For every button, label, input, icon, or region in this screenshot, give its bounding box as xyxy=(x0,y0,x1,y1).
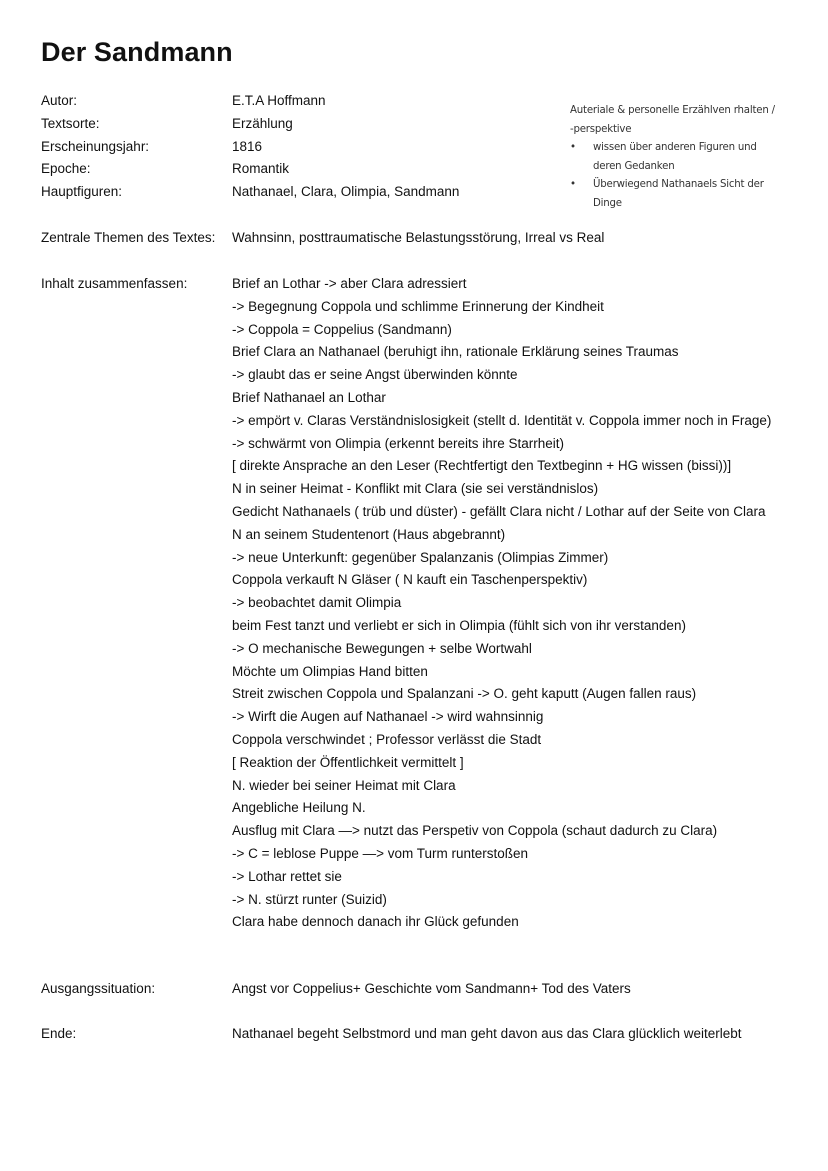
ending-value: Nathanael begeht Selbstmord und man geht davon aus das Clara glücklich weiterlebt xyxy=(232,1026,742,1041)
handwritten-note xyxy=(570,102,780,213)
note-line: -perspektive xyxy=(570,123,632,135)
meta-label: Erscheinungsjahr: xyxy=(41,138,150,154)
summary-line: -> schwärmt von Olimpia (erkennt bereits ihre Starrheit) xyxy=(232,435,564,451)
summary-line: -> Lothar rettet sie xyxy=(232,868,342,884)
summary-line: -> glaubt das er seine Angst überwinden könnte xyxy=(232,367,518,383)
summary-line: beim Fest tanzt und verliebt er sich in Olimpia (fühlt sich von ihr verstanden) xyxy=(232,617,686,633)
summary-line: Gedicht Nathanaels ( trüb und düster) - gefällt Clara nicht / Lothar auf der Seite von Clara xyxy=(232,503,766,519)
summary-line: [ direkte Ansprache an den Leser (Rechtfertigt den Textbeginn + HG wissen (bissi))] xyxy=(232,458,732,474)
meta-row-characters xyxy=(41,181,459,204)
summary-line: Brief an Lothar -> aber Clara adressiert xyxy=(232,276,467,291)
initial-situation-label: Ausgangssituation: xyxy=(41,981,156,996)
note-bullet-text: wissen über anderen Figuren und deren Gedanken xyxy=(593,142,757,172)
summary-line: -> Coppola = Coppelius (Sandmann) xyxy=(232,321,452,337)
meta-value: Erzählung xyxy=(232,115,293,131)
bullet-icon: • xyxy=(570,179,576,190)
meta-row-text-type xyxy=(41,113,459,136)
summary-line: -> beobachtet damit Olimpia xyxy=(232,595,402,611)
summary-line: -> O mechanische Bewegungen + selbe Wortwahl xyxy=(232,640,532,656)
summary-line: N an seinem Studentenort (Haus abgebrannt) xyxy=(232,526,506,542)
summary-line: Möchte um Olimpias Hand bitten xyxy=(232,663,428,679)
ending-section xyxy=(41,1023,742,1046)
meta-label: Textsorte: xyxy=(41,115,100,131)
summary-line: Brief Clara an Nathanael (beruhigt ihn, rationale Erklärung seines Traumas xyxy=(232,344,679,360)
meta-label: Hauptfiguren: xyxy=(41,184,123,200)
initial-situation-value: Angst vor Coppelius+ Geschichte vom Sandmann+ Tod des Vaters xyxy=(232,981,631,996)
meta-label: Autor: xyxy=(41,93,78,108)
meta-value: Romantik xyxy=(232,161,290,177)
meta-row-epoch xyxy=(41,158,459,181)
summary-line: N in seiner Heimat - Konflikt mit Clara (sie sei verständnislos) xyxy=(232,481,599,497)
initial-situation-section xyxy=(41,978,631,1001)
summary-line: Coppola verschwindet ; Professor verlässt die Stadt xyxy=(232,731,542,747)
summary-line: Coppola verkauft N Gläser ( N kauft ein Taschenperspektiv) xyxy=(232,572,588,588)
summary-line: Brief Nathanael an Lothar xyxy=(232,389,386,405)
summary-section xyxy=(41,273,771,934)
meta-row-year xyxy=(41,136,459,159)
meta-label: Epoche: xyxy=(41,161,91,177)
summary-line: -> neue Unterkunft: gegenüber Spalanzanis (Olimpias Zimmer) xyxy=(232,549,609,565)
summary-line: Ausflug mit Clara —> nutzt das Perspetiv von Coppola (schaut dadurch zu Clara) xyxy=(232,823,718,839)
ending-label: Ende: xyxy=(41,1026,77,1041)
summary-line: N. wieder bei seiner Heimat mit Clara xyxy=(232,777,456,793)
themes-section xyxy=(41,227,604,250)
summary-line: Angebliche Heilung N. xyxy=(232,800,366,816)
themes-label: Zentrale Themen des Textes: xyxy=(41,230,216,245)
meta-value: E.T.A Hoffmann xyxy=(232,93,326,108)
document-title: Der Sandmann xyxy=(41,37,233,67)
summary-line: [ Reaktion der Öffentlichkeit vermittelt ] xyxy=(232,754,464,770)
themes-value: Wahnsinn, posttraumatische Belastungsstörung, Irreal vs Real xyxy=(232,230,605,245)
summary-line: Clara habe dennoch danach ihr Glück gefunden xyxy=(232,914,519,930)
summary-list xyxy=(232,273,771,934)
summary-line: -> Begegnung Coppola und schlimme Erinnerung der Kindheit xyxy=(232,298,604,314)
summary-label: Inhalt zusammenfassen: xyxy=(41,276,188,291)
note-bullet-list xyxy=(570,139,780,213)
summary-line: Streit zwischen Coppola und Spalanzani -> O. geht kaputt (Augen fallen raus) xyxy=(232,686,697,702)
meta-value: 1816 xyxy=(232,138,263,154)
meta-row-author xyxy=(41,90,459,113)
summary-line: -> N. stürzt runter (Suizid) xyxy=(232,891,387,907)
note-bullet-item xyxy=(570,139,780,176)
summary-line: -> empört v. Claras Verständnislosigkeit (stellt d. Identität v. Coppola immer noch in Frage) xyxy=(232,412,772,428)
metadata-table xyxy=(41,90,459,204)
meta-value: Nathanael, Clara, Olimpia, Sandmann xyxy=(232,184,460,200)
bullet-icon: • xyxy=(570,142,576,153)
summary-line: -> Wirft die Augen auf Nathanael -> wird wahnsinnig xyxy=(232,709,544,725)
note-line: Auteriale & personelle Erzählven rhalten / xyxy=(570,105,775,116)
note-bullet-item xyxy=(570,176,780,213)
note-bullet-text: Überwiegend Nathanaels Sicht der Dinge xyxy=(593,179,764,209)
summary-line: -> C = leblose Puppe —> vom Turm runterstoßen xyxy=(232,845,529,861)
